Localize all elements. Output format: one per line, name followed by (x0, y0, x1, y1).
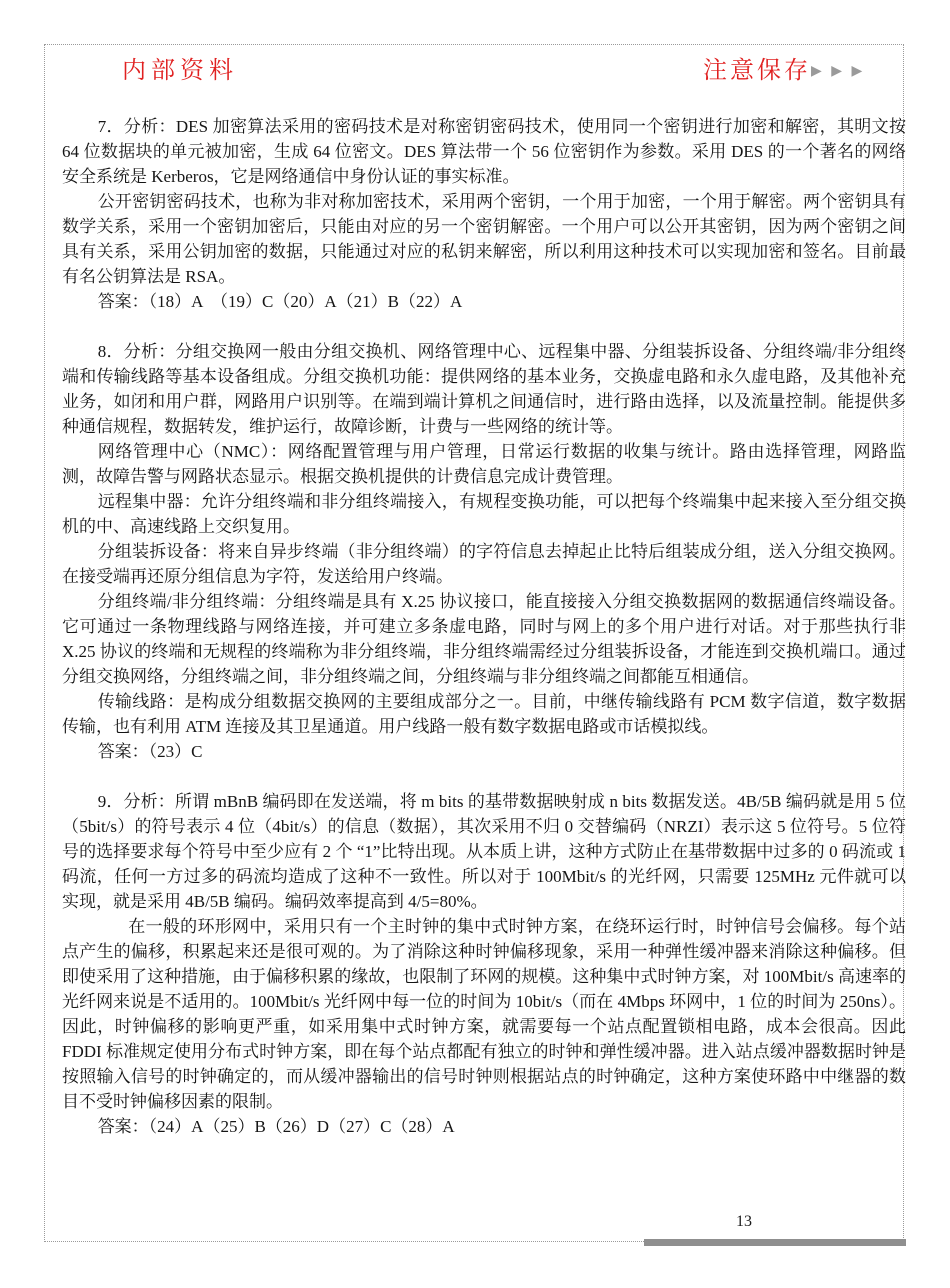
analysis-section-9 (62, 789, 906, 1139)
triple-right-arrow-icon: ▶ ▶ ▶ (811, 64, 866, 79)
analysis-section-8 (62, 339, 906, 764)
answer-line: 答案：（24）A（25）B（26）D（27）C（28）A (97, 1117, 455, 1136)
paragraph: 分组装拆设备：将来自异步终端（非分组终端）的字符信息去掉起止比特后组装成分组，送入分组交换网。在接受端再还原分组信息为字符，发送给用户终端。 (62, 542, 906, 586)
answer-line: 答案：（18）A （19）C（20）A（21）B（22）A (97, 292, 463, 311)
paragraph: 公开密钥密码技术，也称为非对称加密技术，采用两个密钥，一个用于加密，一个用于解密。两个密钥具有数学关系，采用一个密钥加密后，只能由对应的另一个密钥解密。一个用户可以公开其密钥，因为两个密钥之间具有关系，采用公钥加密的数据，只能通过对应的私钥来解密，所以利用这种技术可以实现加密和签名。目前最有名公钥算法是 RSA。 (62, 192, 906, 286)
page-number: 13 (736, 1213, 752, 1230)
paragraph: 9．分析：所谓 mBnB 编码即在发送端，将 m bits 的基带数据映射成 n bits 数据发送。4B/5B 编码就是用 5 位（5bit/s）的符号表示 4 位（4bit/s）的信息（数据），其次采用不归 0 交替编码（NRZI）表示这 5 位符号。5 位符号的选择要求每个符号中至少应有 2 个 “1”比特出现。从本质上讲，这种方式防止在基带数据中过多的 0 码流或 1 码流，任何一方过多的码流均造成了这种不一致性。所以对于 100Mbit/s 的光纤网，只需要 125MHz 元件就可以实现，就是采用 4B/5B 编码。编码效率提高到 4/5=80%。 (62, 792, 906, 911)
document-body (62, 114, 906, 1164)
paragraph: 网络管理中心（NMC）：网络配置管理与用户管理，日常运行数据的收集与统计。路由选择管理，网路监测，故障告警与网路状态显示。根据交换机提供的计费信息完成计费管理。 (62, 442, 906, 486)
paragraph: 在一般的环形网中，采用只有一个主时钟的集中式时钟方案，在绕环运行时，时钟信号会偏移。每个站点产生的偏移，积累起来还是很可观的。为了消除这种时钟偏移现象，采用一种弹性缓冲器来消除这种偏移。但即使采用了这种措施，由于偏移积累的缘故，也限制了环网的规模。这种集中式时钟方案，对 100Mbit/s 高速率的光纤网来说是不适用的。100Mbit/s 光纤网中每一位的时间为 10bit/s（而在 4Mbps 环网中，1 位的时间为 250ns）。因此，时钟偏移的影响更严重，如采用集中式时钟方案，就需要每一个站点配置锁相电路，成本会很高。因此 FDDI 标准规定使用分布式时钟方案，即在每个站点都配有独立的时钟和弹性缓冲器。进入站点缓冲器数据时钟是按照输入信号的时钟确定的，而从缓冲器输出的信号时钟则根据站点的时钟确定，这种方案使环路中中继器的数目不受时钟偏移因素的限制。 (62, 917, 906, 1111)
analysis-section-7 (62, 114, 906, 314)
header-label-keep-safe: 注意保存 (703, 58, 811, 84)
paragraph: 传输线路：是构成分组数据交换网的主要组成部分之一。目前，中继传输线路有 PCM 数字信道，数字数据传输，也有利用 ATM 连接及其卫星通道。用户线路一般有数字数据电路或市话模拟线。 (62, 692, 906, 736)
answer-line: 答案：（23）C (97, 742, 203, 761)
header-right-group (703, 50, 865, 85)
paragraph: 8．分析：分组交换网一般由分组交换机、网络管理中心、远程集中器、分组装拆设备、分组终端/非分组终端和传输线路等基本设备组成。分组交换机功能：提供网络的基本业务，交换虚电路和永久虚电路，及其他补充业务，如闭和用户群，网路用户识别等。在端到端计算机之间通信时，进行路由选择，以及流量控制。能提供多种通信规程，数据转发，维护运行，故障诊断，计费与一些网络的统计等。 (62, 342, 906, 436)
header-label-internal-material: 内部资料 (122, 58, 238, 84)
paragraph: 远程集中器：允许分组终端和非分组终端接入，有规程变换功能，可以把每个终端集中起来接入至分组交换机的中、高速线路上交织复用。 (62, 492, 906, 536)
page-bottom-shadow (644, 1239, 906, 1246)
paragraph: 分组终端/非分组终端：分组终端是具有 X.25 协议接口，能直接接入分组交换数据网的数据通信终端设备。它可通过一条物理线路与网络连接，并可建立多条虚电路，同时与网上的多个用户进行对话。对于那些执行非 X.25 协议的终端和无规程的终端称为非分组终端，非分组终端需经过分组装拆设备，才能连到交换机端口。通过分组交换网络，分组终端之间，非分组终端之间，分组终端与非分组终端之间都能互相通信。 (62, 592, 906, 686)
paragraph: 7．分析：DES 加密算法采用的密码技术是对称密钥密码技术，使用同一个密钥进行加密和解密，其明文按 64 位数据块的单元被加密，生成 64 位密文。DES 算法带一个 56 位密钥作为参数。采用 DES 的一个著名的网络安全系统是 Kerberos，它是网络通信中身份认证的事实标准。 (62, 117, 906, 186)
